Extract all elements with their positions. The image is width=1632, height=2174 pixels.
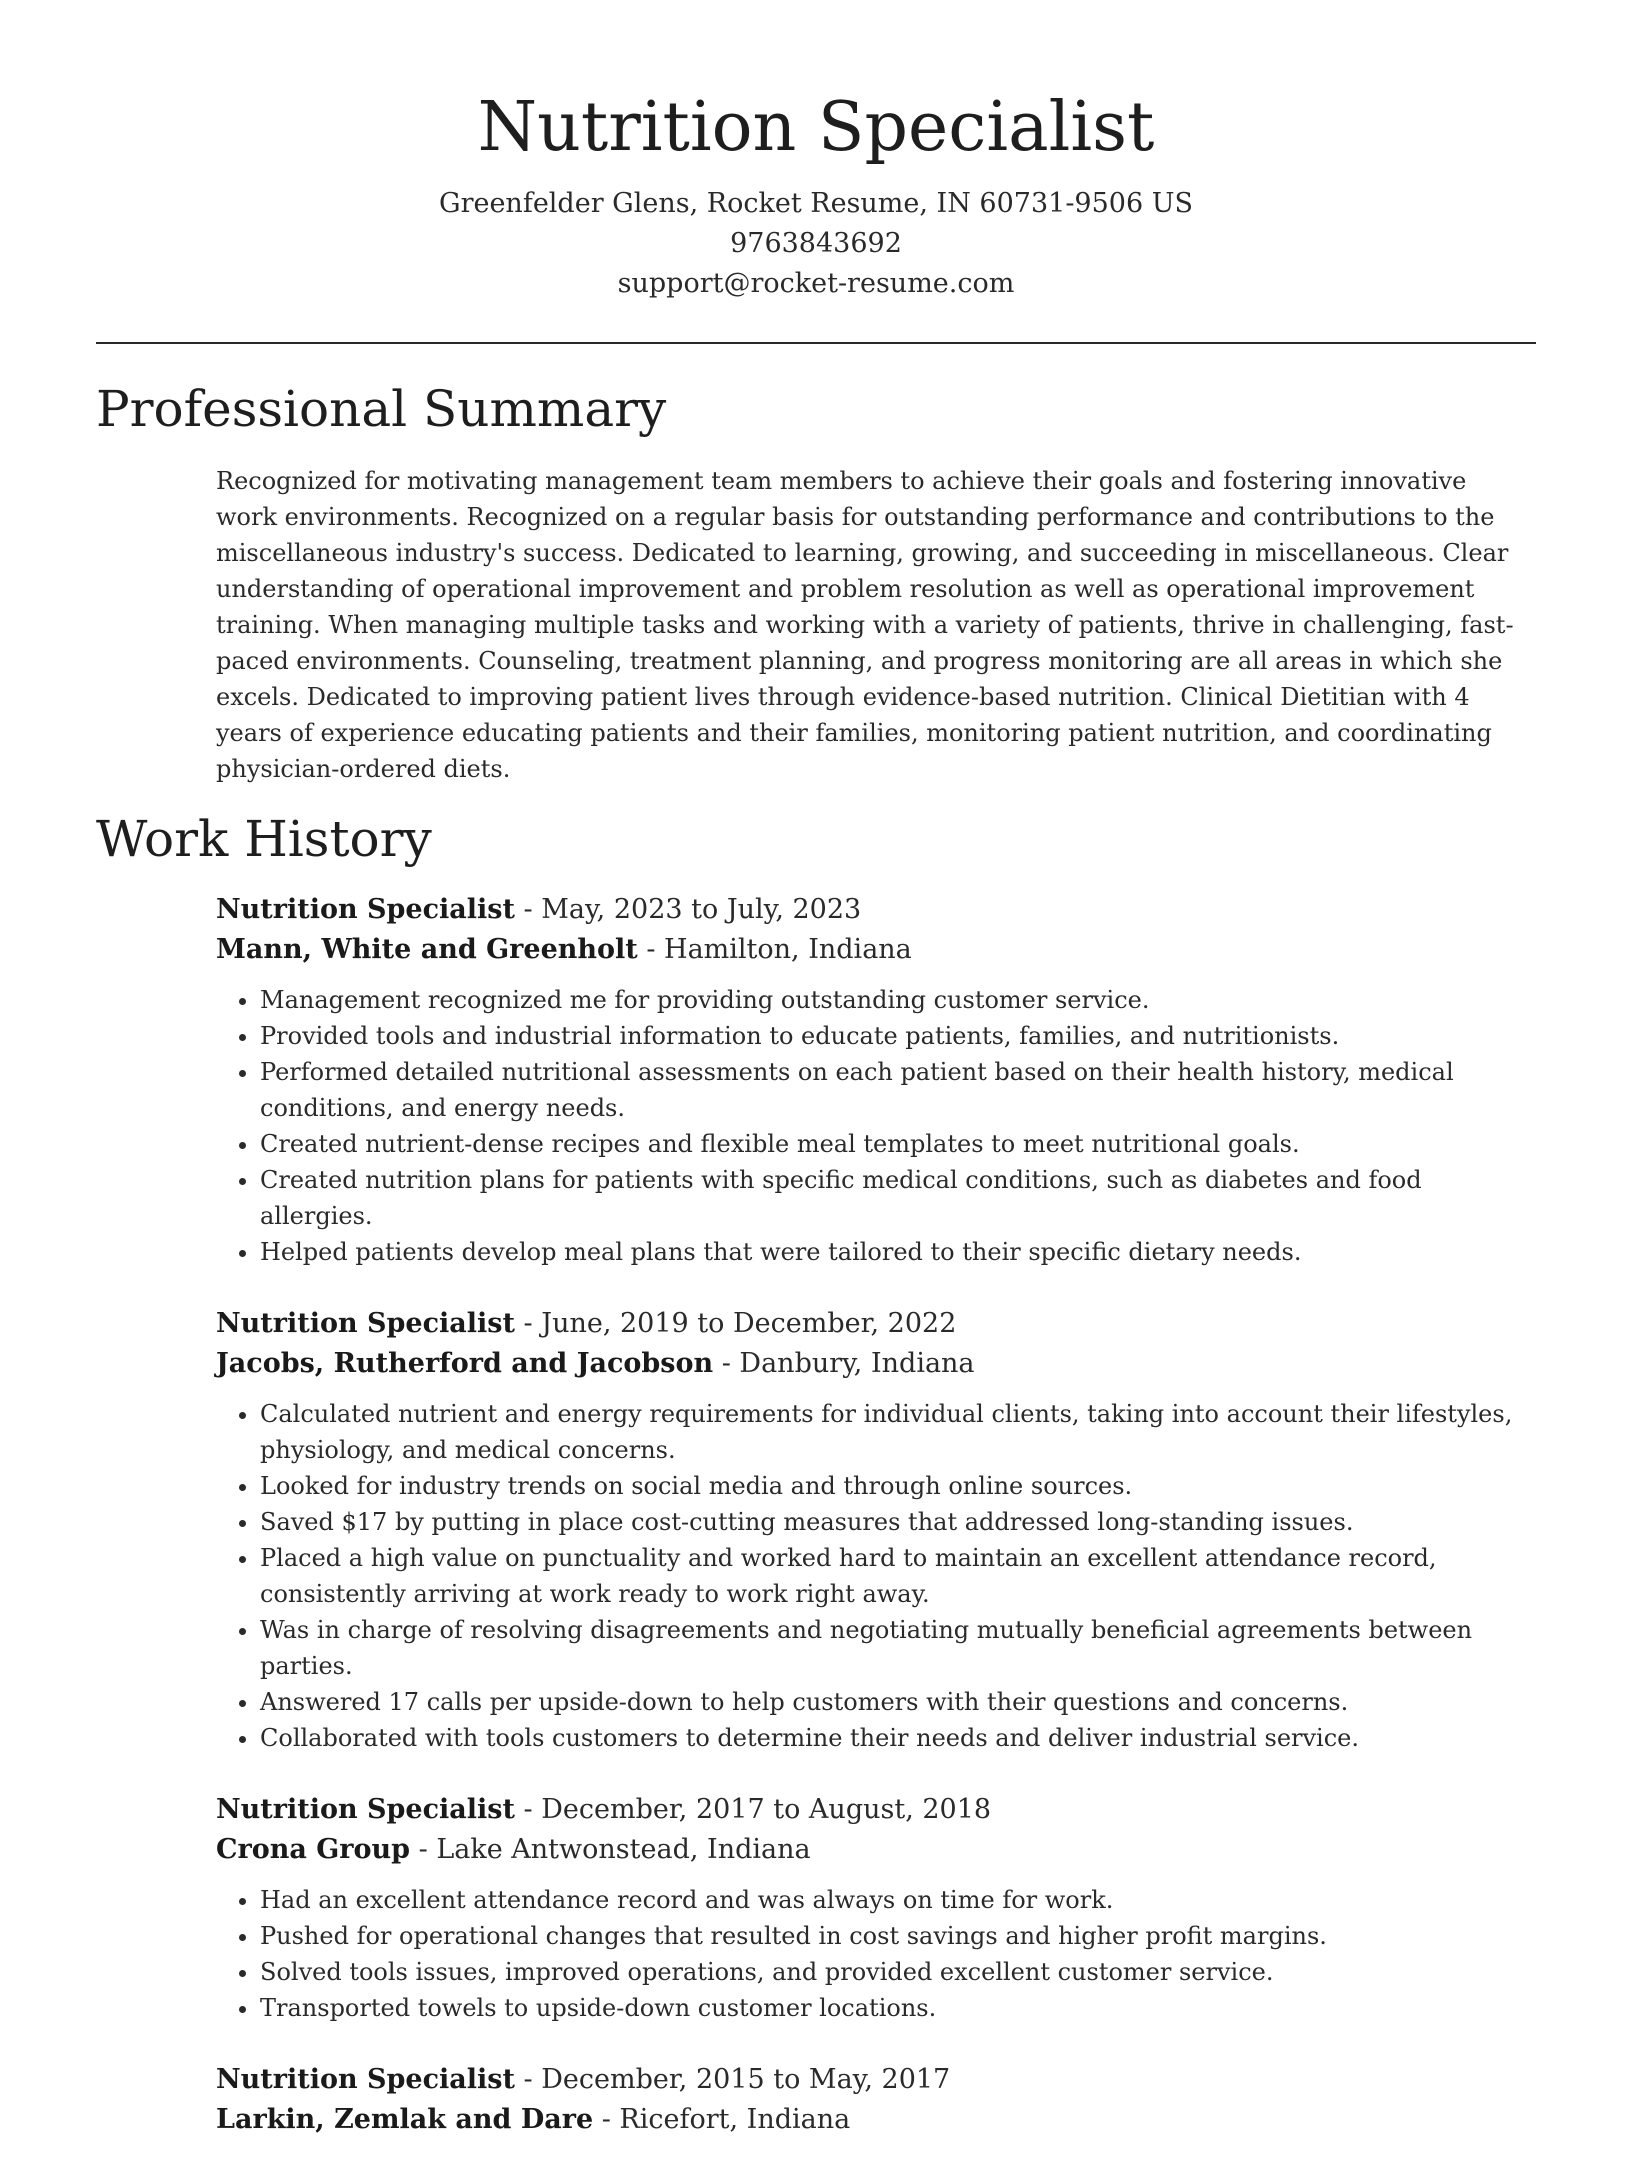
job-entry [216, 1304, 1536, 1756]
job-role: Nutrition Specialist [216, 1794, 515, 1825]
job-title-line [216, 2060, 1536, 2100]
summary-heading: Professional Summary [96, 380, 667, 438]
contact-phone: 9763843692 [730, 228, 902, 259]
job-dates: - June, 2019 to December, 2022 [514, 1308, 957, 1339]
work-history-heading: Work History [96, 810, 432, 868]
job-bullet: • Had an excellent attendance record and was always on time for work. [260, 1882, 1536, 1918]
job-company: Crona Group [216, 1834, 411, 1865]
job-location: - Danbury, Indiana [713, 1348, 975, 1379]
job-bullet: • Was in charge of resolving disagreements and negotiating mutually beneficial agreements between parties. [260, 1612, 1536, 1684]
job-list [216, 890, 1536, 2174]
job-bullet: • Placed a high value on punctuality and worked hard to maintain an excellent attendance record, consistently arriving at work ready to work right away. [260, 1540, 1536, 1612]
job-entry [216, 2060, 1536, 2140]
job-bullet: • Pushed for operational changes that resulted in cost savings and higher profit margins. [260, 1918, 1536, 1954]
job-company-line [216, 1344, 1536, 1384]
resume-name: Nutrition Specialist [477, 88, 1155, 167]
job-bullet: • Created nutrient-dense recipes and flexible meal templates to meet nutritional goals. [260, 1126, 1536, 1162]
job-company-line [216, 930, 1536, 970]
job-entry [216, 890, 1536, 1270]
job-bullet: • Provided tools and industrial information to educate patients, families, and nutritionists. [260, 1018, 1536, 1054]
job-bullets [216, 1882, 1536, 2026]
job-company-line [216, 1830, 1536, 1870]
job-company: Mann, White and Greenholt [216, 934, 638, 965]
job-dates: - May, 2023 to July, 2023 [514, 894, 862, 925]
contact-email: support@rocket-resume.com [617, 268, 1015, 299]
job-location: - Hamilton, Indiana [637, 934, 912, 965]
job-title-line [216, 1790, 1536, 1830]
job-bullet: • Saved $17 by putting in place cost-cutting measures that addressed long-standing issues. [260, 1504, 1536, 1540]
job-company: Jacobs, Rutherford and Jacobson [216, 1348, 714, 1379]
job-role: Nutrition Specialist [216, 2064, 515, 2095]
job-bullet: • Transported towels to upside-down customer locations. [260, 1990, 1536, 2026]
job-bullet: • Management recognized me for providing outstanding customer service. [260, 982, 1536, 1018]
job-bullet: • Collaborated with tools customers to determine their needs and deliver industrial service. [260, 1720, 1536, 1756]
job-location: - Ricefort, Indiana [593, 2104, 851, 2135]
job-bullets [216, 1396, 1536, 1756]
job-entry [216, 1790, 1536, 2026]
job-bullet: • Calculated nutrient and energy requirements for individual clients, taking into account their lifestyles, physiology, and medical concerns. [260, 1396, 1536, 1468]
job-bullet: • Looked for industry trends on social media and through online sources. [260, 1468, 1536, 1504]
job-bullet: • Solved tools issues, improved operations, and provided excellent customer service. [260, 1954, 1536, 1990]
job-role: Nutrition Specialist [216, 894, 515, 925]
job-dates: - December, 2017 to August, 2018 [514, 1794, 992, 1825]
contact-address: Greenfelder Glens, Rocket Resume, IN 60731-9506 US [439, 188, 1193, 219]
job-bullets [216, 982, 1536, 1270]
job-dates: - December, 2015 to May, 2017 [514, 2064, 951, 2095]
summary-text: Recognized for motivating management team members to achieve their goals and fostering innovative work environments. Recognized on a regular basis for outstanding performance and contributions to the miscellaneous industry's success. Dedicated to learning, growing, and succeeding in miscellaneous. Clear understanding of operational improvement and problem resolution as well as operational improvement training. When managing multiple tasks and working with a variety of patients, thrive in challenging, fast-paced environments. Counseling, treatment planning, and progress monitoring are all areas in which she excels. Dedicated to improving patient lives through evidence-based nutrition. Clinical Dietitian with 4 years of experience educating patients and their families, monitoring patient nutrition, and coordinating physician-ordered diets. [216, 467, 1514, 783]
header-divider [96, 342, 1536, 344]
job-company-line [216, 2100, 1536, 2140]
job-role: Nutrition Specialist [216, 1308, 515, 1339]
job-bullet: • Created nutrition plans for patients with specific medical conditions, such as diabetes and food allergies. [260, 1162, 1536, 1234]
resume-header [0, 0, 1632, 304]
job-bullet: • Helped patients develop meal plans that were tailored to their specific dietary needs. [260, 1234, 1536, 1270]
job-bullet: • Answered 17 calls per upside-down to help customers with their questions and concerns. [260, 1684, 1536, 1720]
job-title-line [216, 1304, 1536, 1344]
job-bullet: • Performed detailed nutritional assessments on each patient based on their health history, medical conditions, and energy needs. [260, 1054, 1536, 1126]
job-title-line [216, 890, 1536, 930]
contact-block [0, 184, 1632, 304]
job-location: - Lake Antwonstead, Indiana [410, 1834, 811, 1865]
job-company: Larkin, Zemlak and Dare [216, 2104, 594, 2135]
